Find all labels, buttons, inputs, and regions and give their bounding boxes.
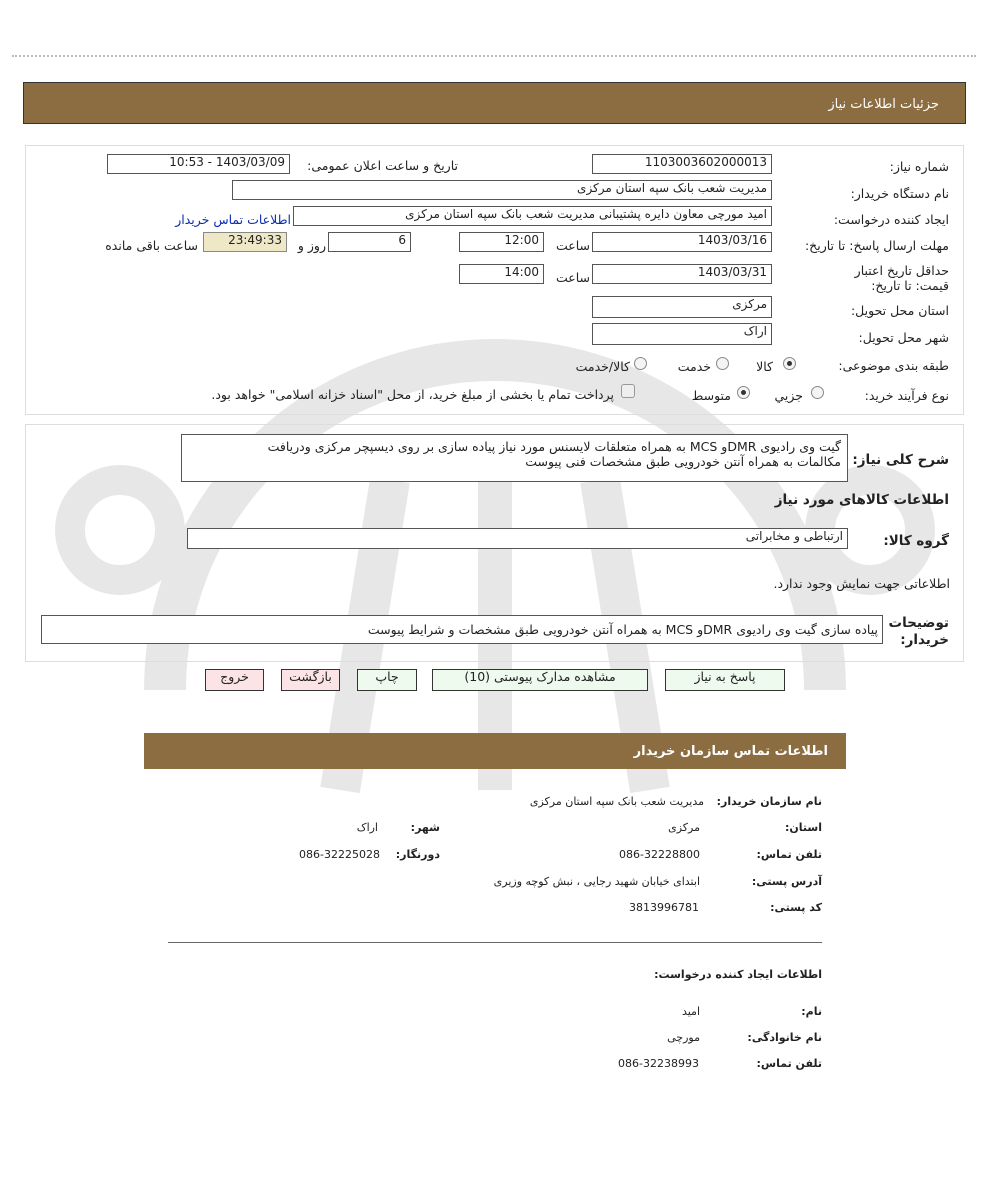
creator-phone-value: 086-32238993 bbox=[618, 1057, 699, 1070]
treasury-payment-text: پرداخت تمام یا بخشی از مبلغ خرید، از محل "اسناد خزانه اسلامی" خواهد بود. bbox=[211, 387, 614, 402]
category-option-goods-service: کالا/خدمت bbox=[575, 359, 630, 374]
deadline-label: مهلت ارسال پاسخ: تا تاریخ: bbox=[804, 238, 949, 253]
remaining-time-field: 23:49:33 bbox=[203, 232, 287, 252]
buyer-notes-field: پیاده سازی گیت وی رادیوی DMRو MCS به همراه آنتن خودرویی طبق مشخصات و شرایط پیوست bbox=[41, 615, 883, 644]
buyer-notes-label-1: توضیحات bbox=[888, 615, 949, 631]
contact-province-value: مرکزی bbox=[668, 821, 700, 834]
contact-org-value: مدیریت شعب بانک سپه استان مرکزی bbox=[529, 795, 704, 808]
province-label: استان محل تحویل: bbox=[850, 303, 949, 318]
purchase-type-label: نوع فرآیند خرید: bbox=[864, 388, 949, 403]
goods-group-field: ارتباطی و مخابراتی bbox=[187, 528, 848, 549]
buyer-notes-label-2: خریدار: bbox=[900, 632, 949, 648]
buyer-contact-link[interactable]: اطلاعات تماس خریدار bbox=[175, 212, 291, 227]
treasury-checkbox[interactable] bbox=[621, 384, 635, 398]
need-description-line-1: گیت وی رادیوی DMRو MCS به همراه متعلقات لایسنس مورد نیاز پیاده سازی بر روی دیسپچر مرکزی ودریافت bbox=[267, 439, 841, 454]
category-radio-service[interactable] bbox=[716, 357, 729, 370]
days-label: روز و bbox=[297, 238, 326, 253]
validity-date-field: 1403/03/31 bbox=[592, 264, 772, 284]
top-divider bbox=[12, 55, 976, 57]
page-header bbox=[23, 82, 966, 124]
need-number-label: شماره نیاز: bbox=[889, 159, 949, 174]
attached-documents-button[interactable]: مشاهده مدارک پیوستی (10) bbox=[432, 669, 648, 691]
contact-phone-value: 086-32228800 bbox=[619, 848, 700, 861]
goods-info-title: اطلاعات کالاهای مورد نیاز bbox=[774, 492, 949, 508]
goods-group-label: گروه کالا: bbox=[883, 533, 949, 549]
need-number-field: 1103003602000013 bbox=[592, 154, 772, 174]
contact-divider bbox=[168, 942, 822, 943]
need-description-label: شرح کلی نیاز: bbox=[852, 452, 949, 468]
validity-label: حداقل تاریخ اعتبار قیمت: تا تاریخ: bbox=[854, 263, 949, 293]
validity-time-field: 14:00 bbox=[459, 264, 544, 284]
deadline-time-label: ساعت bbox=[555, 238, 590, 253]
creator-name-label: نام: bbox=[801, 1005, 822, 1018]
need-description-line-2: مکالمات به همراه آنتن خودرویی طبق مشخصات فنی پیوست bbox=[525, 454, 841, 469]
purchase-radio-medium[interactable] bbox=[737, 386, 750, 399]
remaining-label: ساعت باقی مانده bbox=[105, 238, 198, 253]
announce-label: تاریخ و ساعت اعلان عمومی: bbox=[307, 158, 458, 173]
category-radio-goods-service[interactable] bbox=[634, 357, 647, 370]
creator-label: ایجاد کننده درخواست: bbox=[833, 212, 949, 227]
contact-address-value: ابتدای خیابان شهید رجایی ، نبش کوچه وزیری bbox=[493, 875, 700, 888]
contact-postal-label: کد پستی: bbox=[770, 901, 822, 914]
contact-fax-label: دورنگار: bbox=[395, 848, 440, 861]
city-label: شهر محل تحویل: bbox=[858, 330, 949, 345]
category-option-service: خدمت bbox=[677, 359, 711, 374]
reply-button[interactable]: پاسخ به نیاز bbox=[665, 669, 785, 691]
category-option-goods: کالا bbox=[756, 359, 773, 374]
contact-province-label: استان: bbox=[785, 821, 822, 834]
page-title: جزئیات اطلاعات نیاز bbox=[828, 97, 939, 112]
buyer-contact-title: اطلاعات تماس سازمان خریدار bbox=[633, 744, 828, 759]
purchase-option-minor: جزیي bbox=[774, 388, 803, 403]
contact-address-label: آدرس پستی: bbox=[751, 875, 822, 888]
contact-postal-value: 3813996781 bbox=[629, 901, 699, 914]
deadline-date-field: 1403/03/16 bbox=[592, 232, 772, 252]
city-field: اراک bbox=[592, 323, 772, 345]
contact-city-value: اراک bbox=[356, 821, 378, 834]
category-radio-goods[interactable] bbox=[783, 357, 796, 370]
back-button[interactable]: بازگشت bbox=[281, 669, 340, 691]
contact-fax-value: 086-32225028 bbox=[299, 848, 380, 861]
creator-info-title: اطلاعات ایجاد کننده درخواست: bbox=[654, 968, 822, 981]
contact-org-label: نام سازمان خریدار: bbox=[716, 795, 822, 808]
days-field: 6 bbox=[328, 232, 411, 252]
deadline-time-field: 12:00 bbox=[459, 232, 544, 252]
buyer-org-label: نام دستگاه خریدار: bbox=[850, 186, 949, 201]
creator-field: امید مورچی معاون دایره پشتیبانی مدیریت شعب بانک سپه استان مرکزی bbox=[293, 206, 772, 226]
buyer-contact-header bbox=[144, 733, 846, 769]
creator-name-value: امید bbox=[681, 1005, 700, 1018]
contact-city-label: شهر: bbox=[410, 821, 440, 834]
creator-phone-label: تلفن تماس: bbox=[756, 1057, 822, 1070]
announce-field: 1403/03/09 - 10:53 bbox=[107, 154, 290, 174]
category-label: طبقه بندی موضوعی: bbox=[838, 358, 949, 373]
exit-button[interactable]: خروج bbox=[205, 669, 264, 691]
creator-family-value: مورچی bbox=[667, 1031, 700, 1044]
need-description-field bbox=[181, 434, 848, 482]
validity-time-label: ساعت bbox=[555, 270, 590, 285]
creator-family-label: نام خانوادگی: bbox=[747, 1031, 822, 1044]
no-goods-info-text: اطلاعاتی جهت نمایش وجود ندارد. bbox=[773, 576, 950, 591]
purchase-option-medium: متوسط bbox=[691, 388, 731, 403]
contact-phone-label: تلفن تماس: bbox=[756, 848, 822, 861]
purchase-radio-minor[interactable] bbox=[811, 386, 824, 399]
buyer-org-field: مدیریت شعب بانک سپه استان مرکزی bbox=[232, 180, 772, 200]
province-field: مرکزی bbox=[592, 296, 772, 318]
print-button[interactable]: چاپ bbox=[357, 669, 417, 691]
